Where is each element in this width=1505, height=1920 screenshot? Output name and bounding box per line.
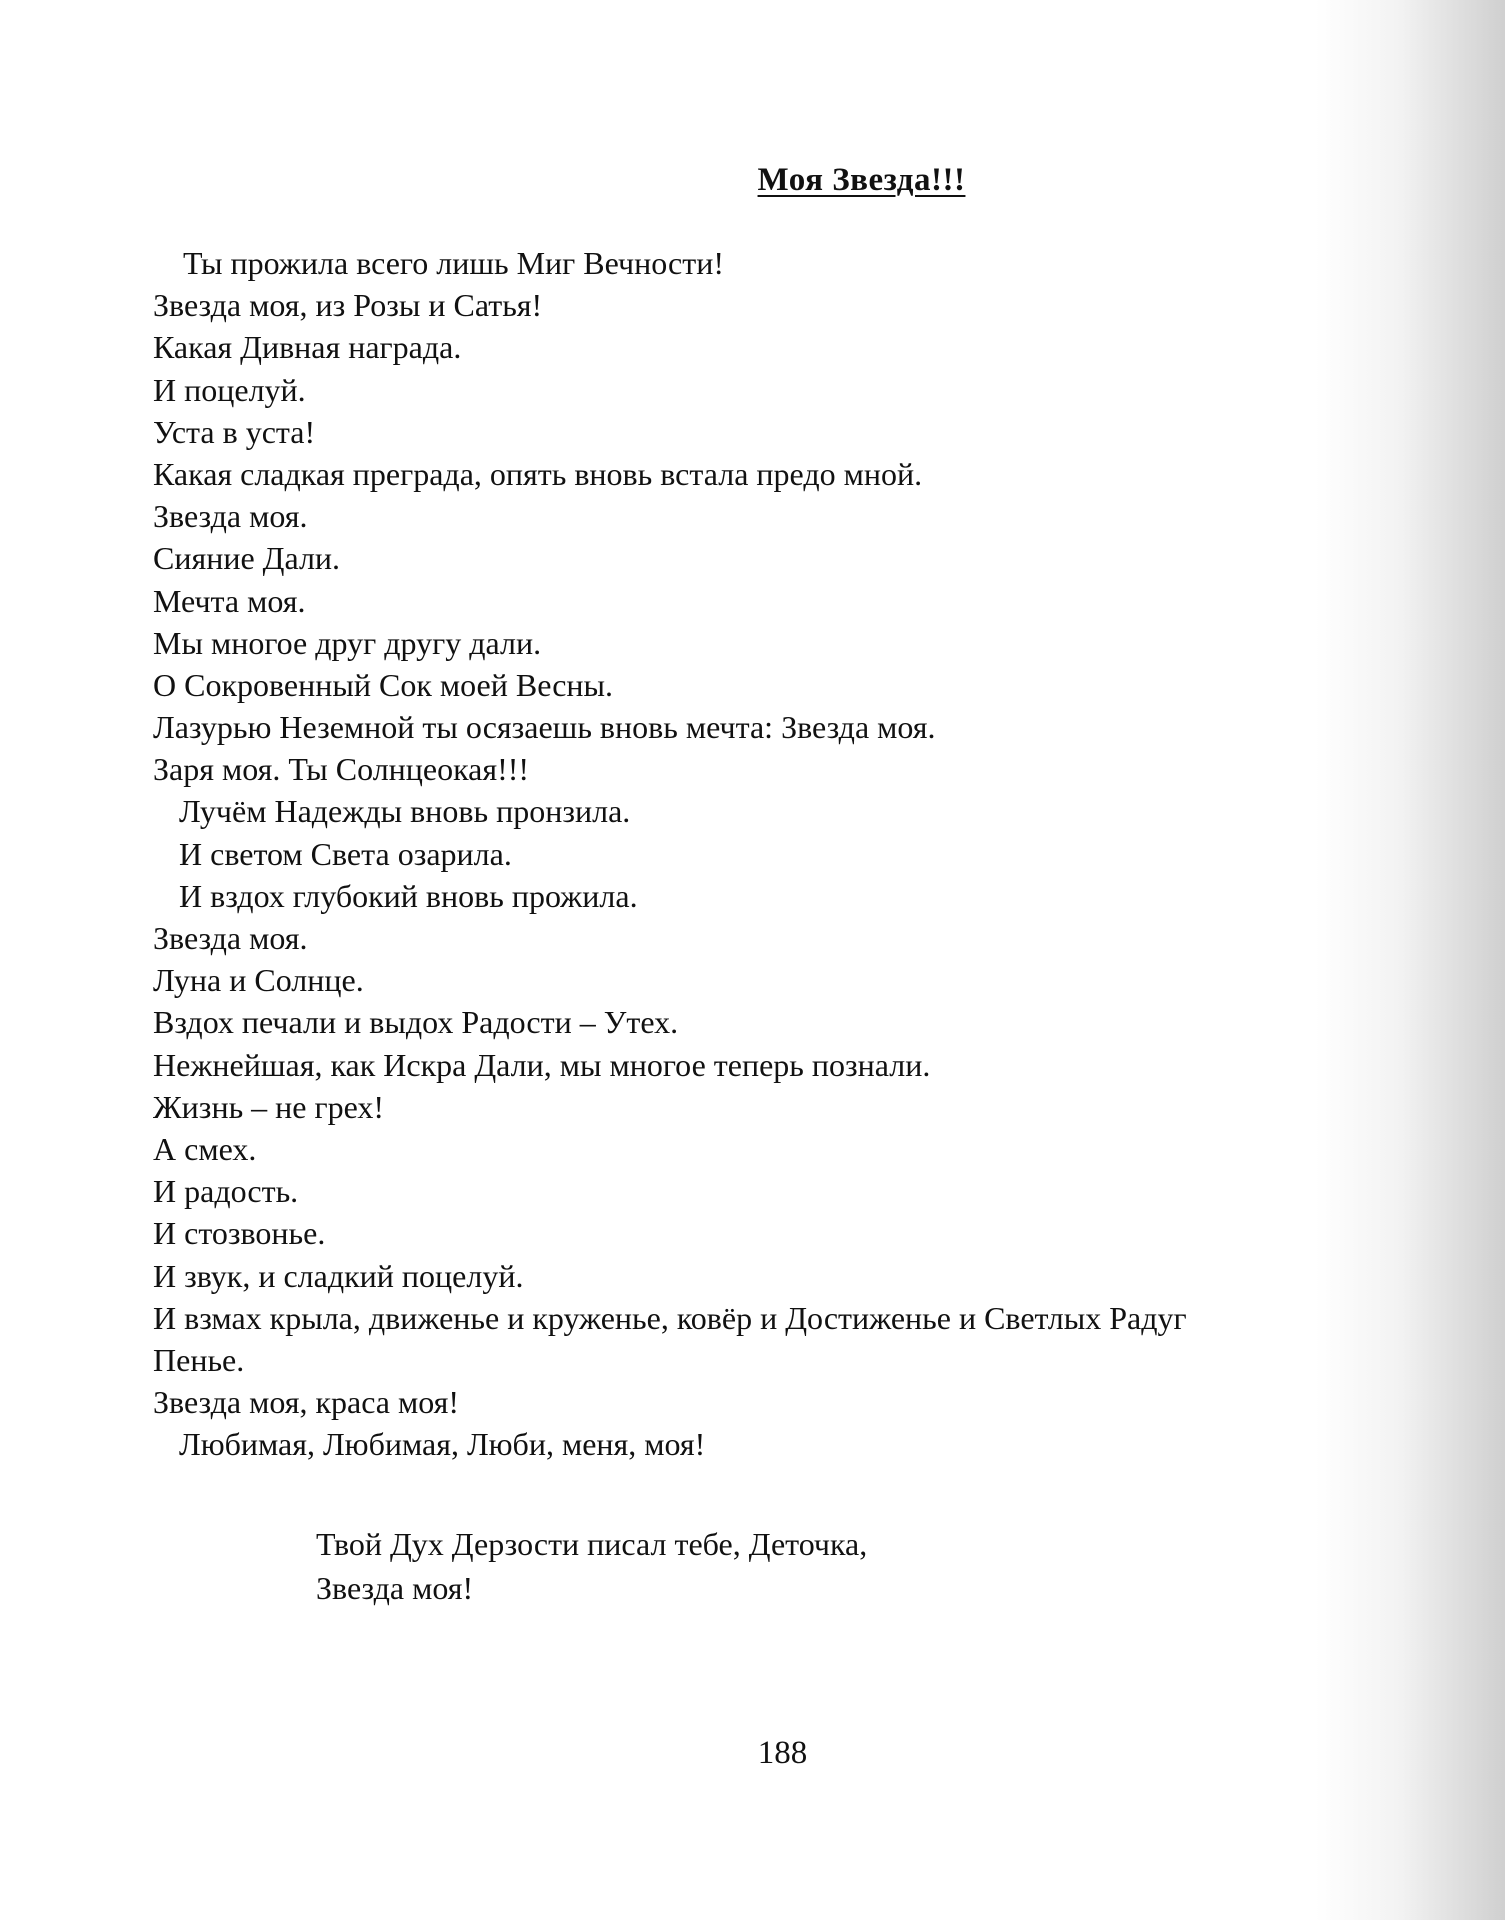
poem-line: Уста в уста! (153, 413, 316, 450)
poem-line: И звук, и сладкий поцелуй. (153, 1257, 524, 1294)
poem-line: Какая сладкая преграда, опять вновь встала предо мной. (153, 455, 923, 492)
poem-line: Звезда моя. (153, 498, 308, 535)
poem-line: А смех. (153, 1130, 257, 1167)
poem-body (153, 242, 1403, 1465)
poem-line: Лазурью Неземной ты осязаешь вновь мечта: Звезда моя. (153, 709, 936, 746)
poem-line: Звезда моя, из Розы и Сатья! (153, 287, 543, 324)
signature-line: Твой Дух Дерзости писал тебе, Деточка, (316, 1526, 868, 1562)
poem-line: И стозвонье. (153, 1215, 326, 1252)
poem-line: И светом Света озарила. (179, 835, 512, 872)
poem-title (0, 162, 1505, 199)
poem-line: Сияние Дали. (153, 540, 341, 577)
poem-line: И поцелуй. (153, 371, 306, 408)
poem-line: О Сокровенный Сок моей Весны. (153, 666, 614, 703)
poem-line: Звезда моя. (153, 920, 308, 956)
poem-line: И вздох глубокий вновь прожила. (179, 877, 638, 914)
poem-line: Вздох печали и выдох Радости – Утех. (153, 1004, 679, 1041)
poem-line: Заря моя. Ты Солнцеокая!!! (153, 751, 530, 788)
poem-line: Пенье. (153, 1341, 245, 1378)
signature-line: Звезда моя! (316, 1570, 474, 1606)
poem-line: Мы многое друг другу дали. (153, 624, 542, 661)
signature-block (316, 1522, 867, 1610)
poem-line: Звезда моя, краса моя! (153, 1384, 460, 1421)
poem-line: Нежнейшая, как Искра Дали, мы многое теперь познали. (153, 1046, 931, 1083)
page-number (0, 1735, 1505, 1772)
poem-title-text: Моя Звезда!!! (757, 162, 966, 198)
poem-line: Какая Дивная награда. (153, 329, 462, 366)
poem-line: Мечта моя. (153, 582, 306, 619)
poem-line: И радость. (153, 1173, 299, 1210)
poem-line: Лучём Надежды вновь пронзила. (179, 793, 631, 830)
poem-line: Луна и Солнце. (153, 962, 364, 999)
page-number-text: 188 (757, 1735, 808, 1771)
poem-line: Жизнь – не грех! (153, 1088, 385, 1125)
poem-line: Любимая, Любимая, Люби, меня, моя! (179, 1426, 706, 1463)
poem-line: И взмах крыла, движенье и круженье, ковёр и Достиженье и Светлых Радуг (153, 1299, 1187, 1336)
poem-line: Ты прожила всего лишь Миг Вечности! (183, 245, 724, 281)
